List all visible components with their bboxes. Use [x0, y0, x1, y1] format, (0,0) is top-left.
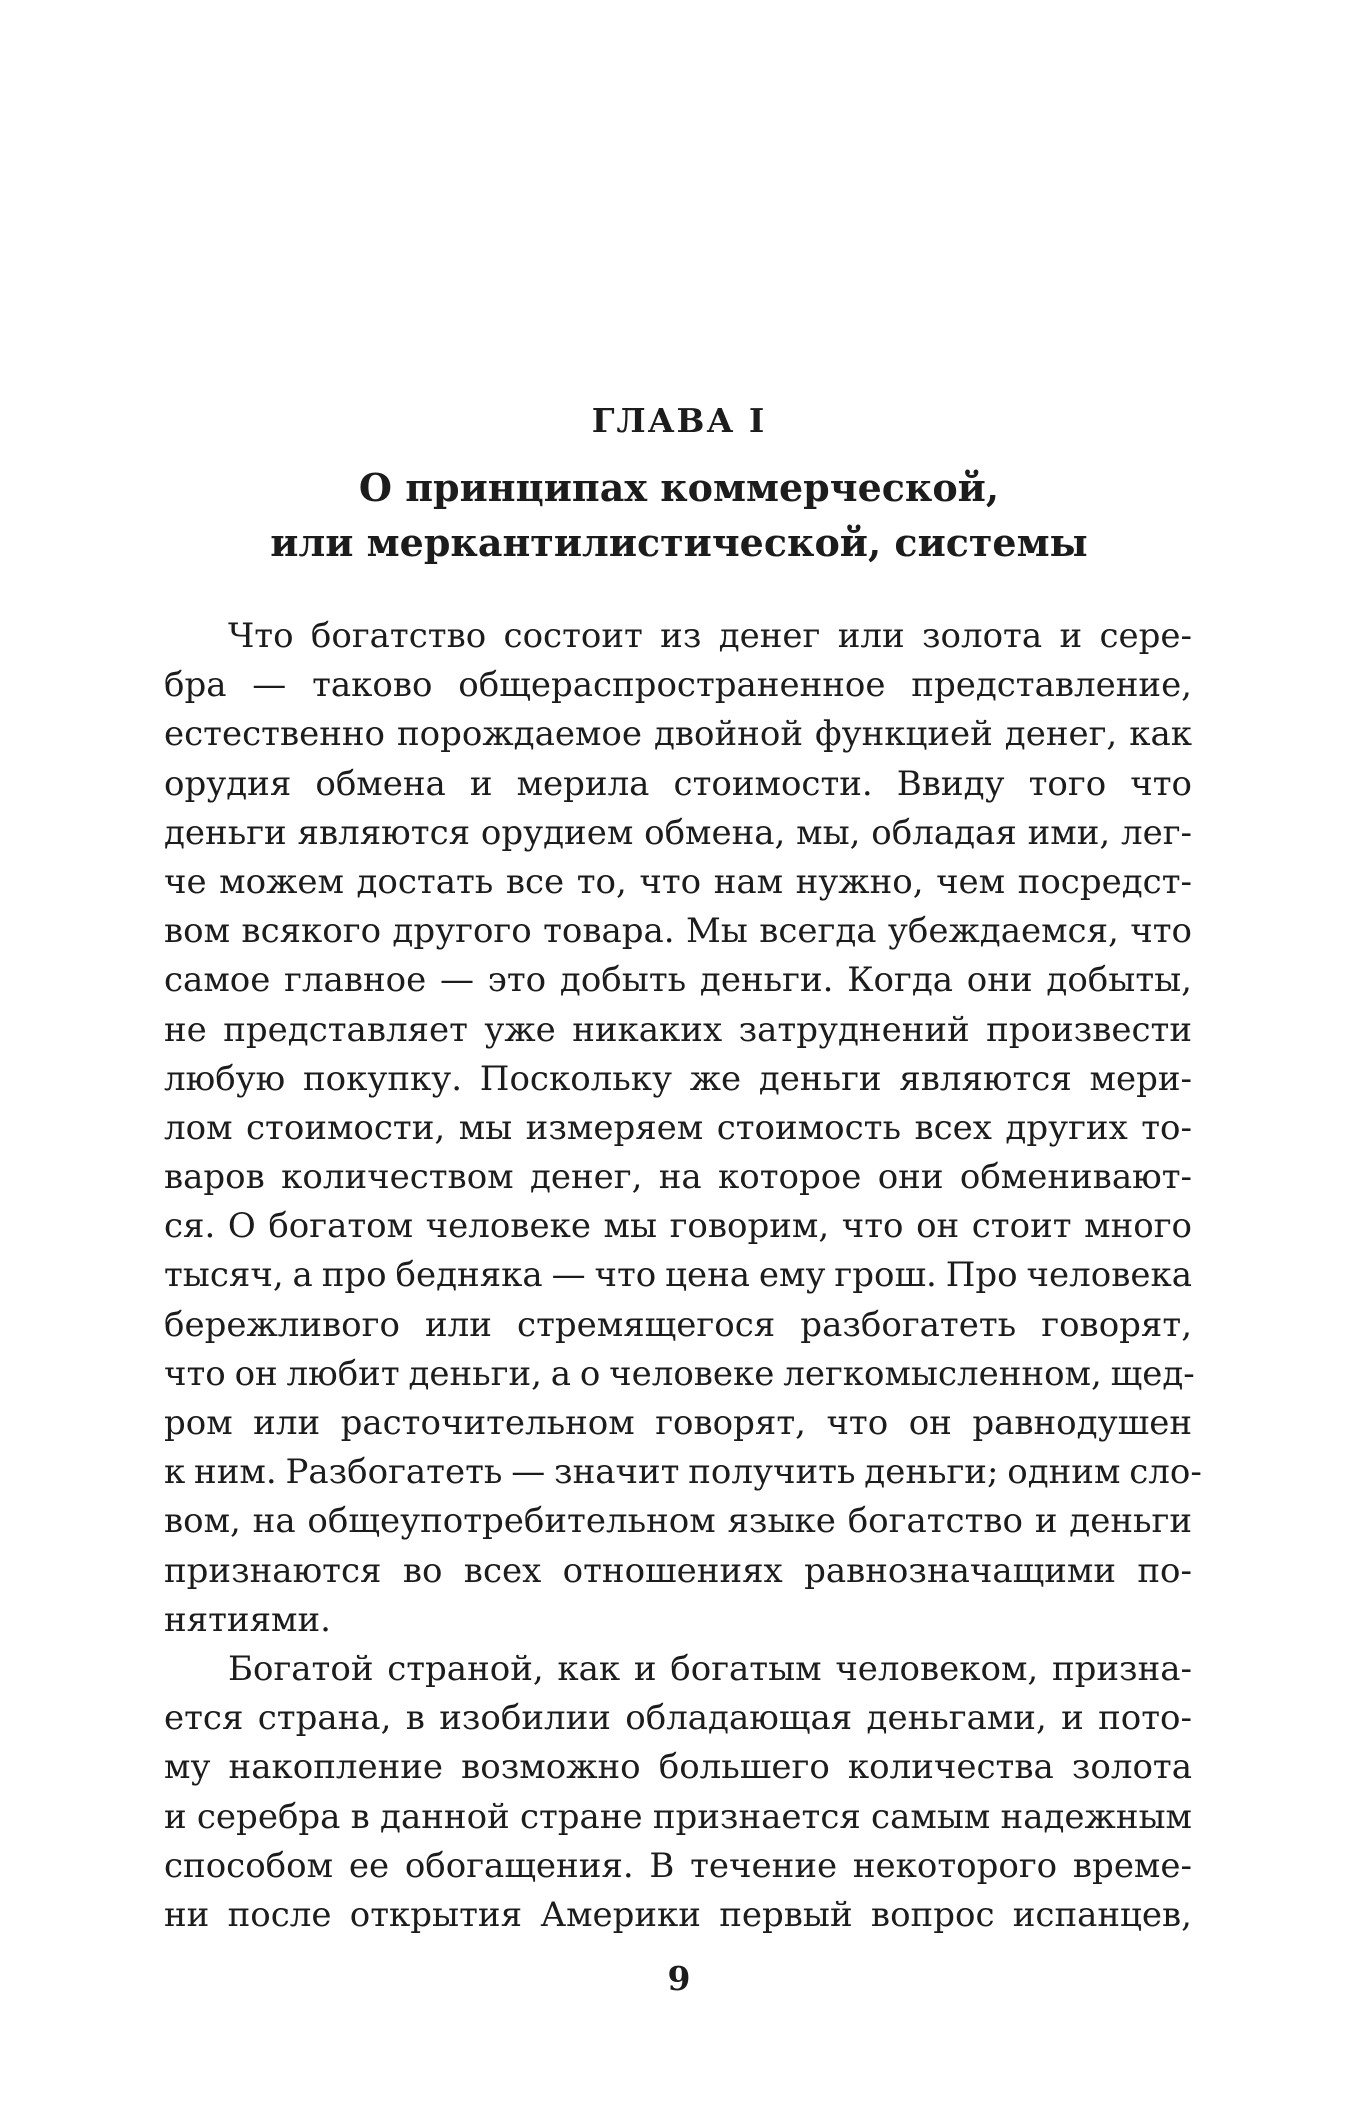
text-line: вом, на общеупотребительном языке богатство и деньги [164, 1501, 1192, 1542]
chapter-title-line-2: или меркантилистической, системы [270, 520, 1088, 565]
text-line: ни после открытия Америки первый вопрос испанцев, [164, 1894, 1192, 1935]
text-line: естественно порождаемое двойной функцией денег, как [164, 714, 1192, 755]
text-line: орудия обмена и мерила стоимости. Ввиду того что [164, 763, 1192, 804]
body-text [164, 612, 1202, 1940]
text-line: ся. О богатом человеке мы говорим, что он стоит много [164, 1206, 1192, 1247]
text-line: что он любит деньги, а о человеке легкомысленном, щед- [164, 1353, 1195, 1394]
text-line: ется страна, в изобилии обладающая деньгами, и пото- [164, 1698, 1192, 1739]
text-line: че можем достать все то, что нам нужно, чем посредст- [164, 861, 1192, 902]
text-line: способом ее обогащения. В течение некоторого време- [164, 1845, 1192, 1886]
text-line: Богатой страной, как и богатым человеком, призна- [228, 1648, 1192, 1689]
chapter-title [0, 460, 1358, 570]
text-line: и серебра в данной стране признается самым надежным [164, 1796, 1192, 1837]
text-line: не представляет уже никаких затруднений произвести [164, 1009, 1192, 1050]
text-line: к ним. Разбогатеть — значит получить деньги; одним сло- [164, 1452, 1202, 1493]
page-number: 9 [667, 1959, 691, 1998]
text-line: любую покупку. Поскольку же деньги являются мери- [164, 1058, 1192, 1099]
chapter-title-line-1: О принципах коммерческой, [358, 465, 1000, 510]
text-line: ром или расточительном говорят, что он равнодушен [164, 1403, 1192, 1443]
text-line: нятиями. [164, 1599, 331, 1640]
text-line: Что богатство состоит из денег или золота и сере- [228, 616, 1192, 656]
text-line: му накопление возможно большего количества золота [164, 1747, 1192, 1788]
text-line: признаются во всех отношениях равнозначащими по- [164, 1550, 1192, 1591]
text-line: тысяч, а про бедняка — что цена ему грош. Про человека [164, 1255, 1192, 1296]
text-line: лом стоимости, мы измеряем стоимость всех других то- [164, 1107, 1192, 1148]
text-line: бра — таково общераспространенное представление, [164, 665, 1192, 706]
text-line: варов количеством денег, на которое они обменивают- [164, 1157, 1192, 1198]
text-line: бережливого или стремящегося разбогатеть говорят, [164, 1304, 1192, 1345]
text-line: деньги являются орудием обмена, мы, обладая ими, лег- [164, 812, 1192, 853]
text-line: самое главное — это добыть деньги. Когда они добыты, [164, 960, 1192, 1001]
chapter-label: ГЛАВА I [591, 401, 767, 440]
text-line: вом всякого другого товара. Мы всегда убеждаемся, что [164, 911, 1192, 952]
